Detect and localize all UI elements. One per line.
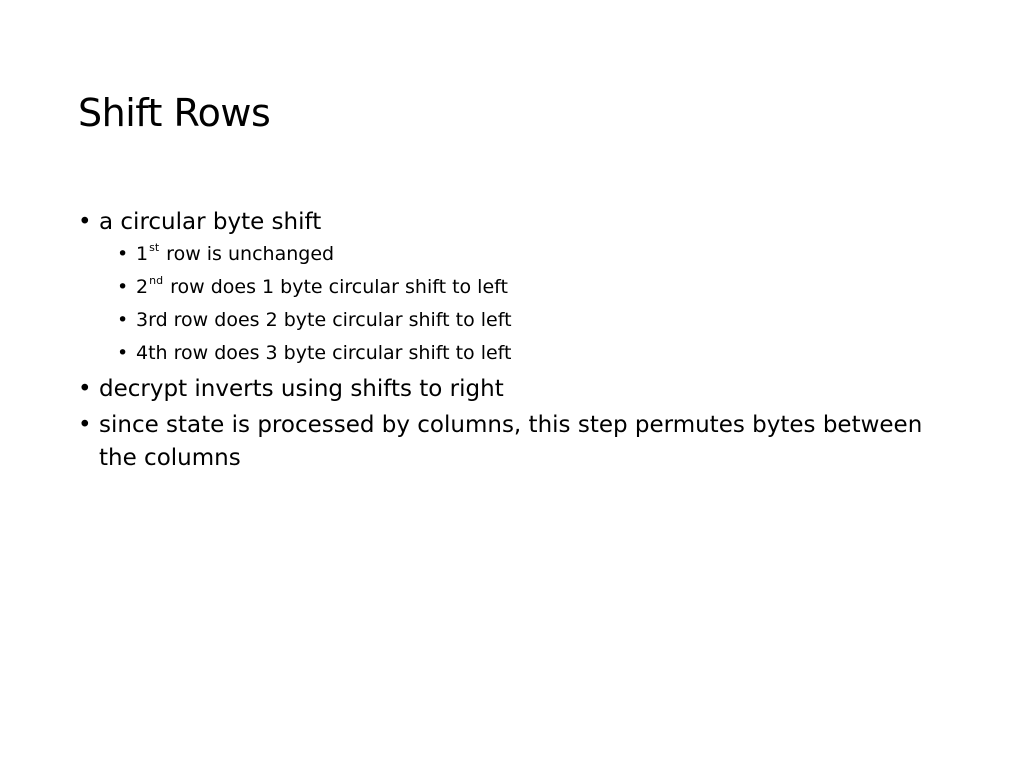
slide-title: Shift Rows [78,91,271,135]
bullet-text: a circular byte shift [99,209,322,235]
bullet-icon: • [78,209,92,235]
sub-bullet-item [99,241,938,267]
sub-bullet-list [99,241,938,366]
bullet-text: decrypt inverts using shifts to right [99,376,504,402]
bullet-list [78,206,938,478]
sub-bullet-text: 4th row does 3 byte circular shift to left [136,342,512,364]
ordinal-superscript: st [149,241,160,254]
ordinal-superscript: nd [149,274,164,287]
sub-bullet-icon: • [117,243,129,265]
sub-bullet-number: 2 [136,276,149,298]
bullet-text: since state is processed by columns, this step permutes bytes between the columns [99,412,923,471]
bullet-item [78,373,938,406]
bullet-icon: • [78,412,92,438]
sub-bullet-icon: • [117,342,129,364]
sub-bullet-text: 3rd row does 2 byte circular shift to left [136,309,512,331]
sub-bullet-item [99,340,938,366]
sub-bullet-item [99,307,938,333]
sub-bullet-icon: • [117,309,129,331]
bullet-item [78,409,938,475]
sub-bullet-icon: • [117,276,129,298]
sub-bullet-item [99,274,938,300]
bullet-icon: • [78,376,92,402]
sub-bullet-number: 1 [136,243,149,265]
sub-bullet-text: row is unchanged [160,243,335,265]
bullet-item [78,206,938,366]
sub-bullet-text: row does 1 byte circular shift to left [164,276,508,298]
